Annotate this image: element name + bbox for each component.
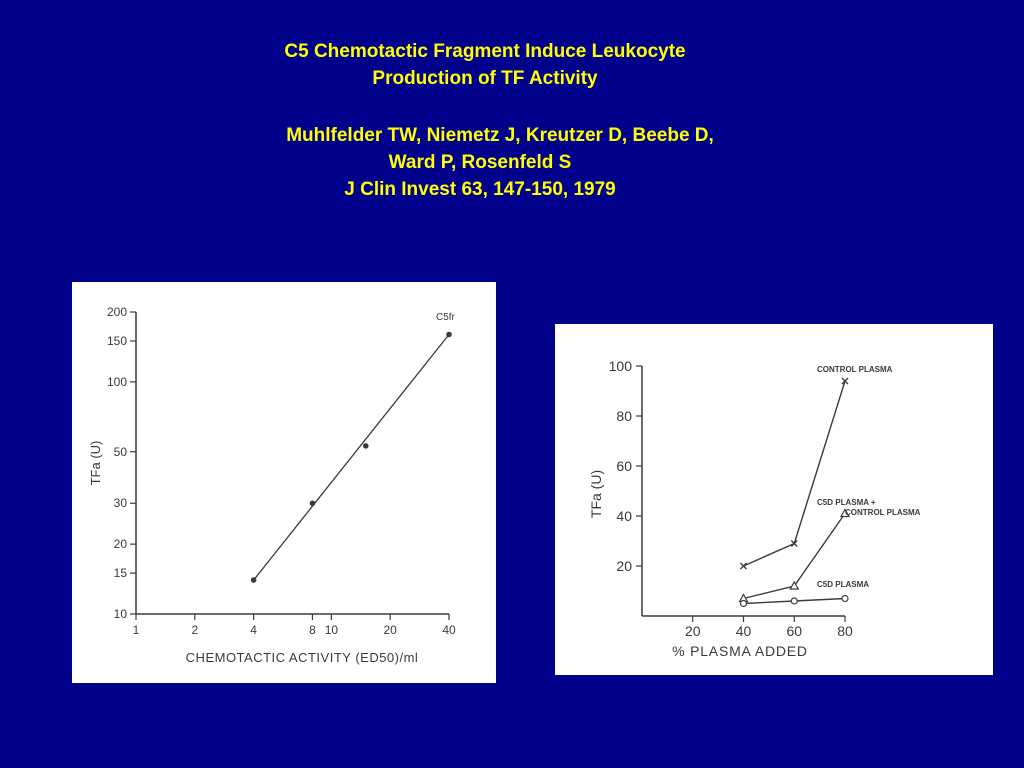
y-tick-label: 200 [106, 305, 127, 319]
data-point-x-marker [741, 563, 747, 569]
y-axis-label: TFa (U) [588, 469, 604, 519]
x-axis-label: % PLASMA ADDED [672, 643, 808, 659]
x-tick-label: 60 [786, 623, 803, 639]
data-point [251, 577, 257, 583]
y-tick-label: 100 [608, 358, 632, 374]
y-tick-label: 15 [113, 566, 127, 581]
x-tick-label: 20 [383, 623, 397, 637]
data-point-circle-marker [791, 598, 797, 604]
x-tick-label: 2 [191, 623, 199, 637]
data-point-circle-marker [842, 596, 848, 602]
data-point-circle-marker [741, 601, 747, 607]
citation-authors-1: Muhlfelder TW, Niemetz J, Kreutzer D, Beebe D, [286, 125, 714, 146]
annotation-c5d-plus-line2: CONTROL PLASMA [845, 508, 921, 517]
citation [0, 122, 1000, 203]
annotation-c5d-plasma: C5D PLASMA [817, 580, 870, 589]
y-tick-label: 80 [616, 408, 632, 424]
y-tick-label: 150 [106, 334, 127, 349]
regression-line [254, 334, 449, 580]
data-point [363, 443, 369, 449]
x-tick-label: 20 [684, 623, 701, 639]
x-tick-label: 80 [837, 623, 853, 639]
series-line [744, 381, 846, 566]
citation-authors-2: Ward P, Rosenfeld S [388, 152, 572, 173]
x-tick-label: 40 [735, 623, 752, 639]
citation-journal: J Clin Invest 63, 147-150, 1979 [344, 179, 616, 200]
y-axis-label: TFa (U) [88, 440, 103, 486]
x-axis-label: CHEMOTACTIC ACTIVITY (ED50)/ml [185, 650, 419, 665]
y-tick-label: 30 [113, 496, 127, 511]
y-tick-label: 60 [616, 458, 632, 474]
x-tick-label: 8 [309, 623, 316, 637]
annotation-control-plasma: CONTROL PLASMA [817, 365, 893, 374]
data-point [446, 332, 452, 338]
left-chart [72, 282, 496, 683]
right-chart [555, 324, 993, 675]
y-tick-label: 20 [616, 558, 632, 574]
x-tick-label: 10 [324, 623, 339, 637]
y-tick-label: 20 [113, 537, 127, 552]
y-tick-label: 40 [616, 508, 632, 524]
x-tick-label: 1 [132, 623, 140, 637]
data-point [310, 500, 316, 506]
title-line-2: Production of TF Activity [372, 68, 598, 89]
series-annotation-c5fr: C5fr [436, 312, 455, 323]
slide-title [0, 38, 970, 92]
x-tick-label: 4 [250, 623, 257, 637]
x-tick-label: 40 [442, 623, 456, 637]
y-tick-label: 100 [106, 374, 127, 389]
title-line-1: C5 Chemotactic Fragment Induce Leukocyte [284, 41, 686, 62]
y-tick-label: 10 [113, 607, 127, 621]
left-chart-panel [72, 282, 496, 683]
annotation-c5d-plus-line1: C5D PLASMA + [817, 498, 876, 507]
right-chart-panel [555, 324, 993, 675]
y-tick-label: 50 [113, 444, 127, 459]
